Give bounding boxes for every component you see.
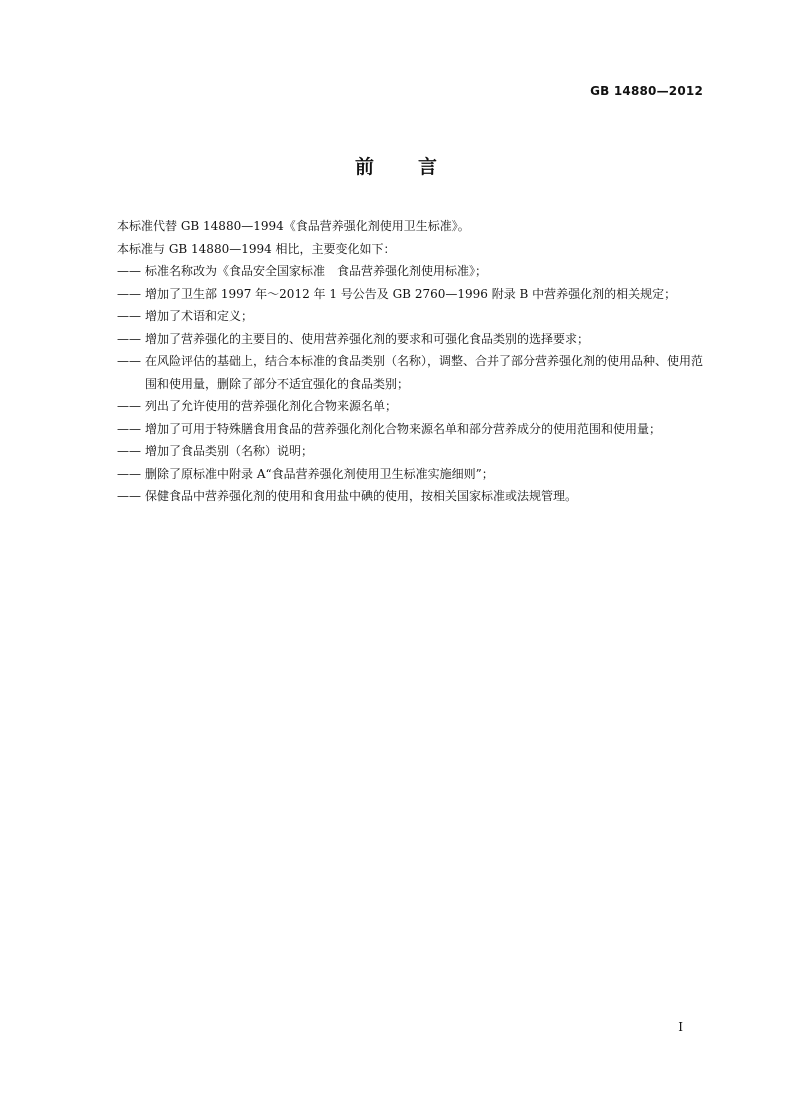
dash-marker: —— (117, 421, 141, 436)
dash-marker: —— (117, 354, 141, 368)
dash-marker: —— (117, 286, 141, 301)
page-title: 前言 (354, 156, 481, 178)
list-item (117, 463, 707, 486)
page-number: I (678, 1020, 683, 1034)
list-item (117, 305, 707, 328)
list-item (117, 260, 707, 283)
dash-marker: —— (117, 444, 141, 458)
list-item (117, 328, 707, 351)
dash-marker: —— (117, 399, 141, 413)
list-item-text: 增加了术语和定义； (145, 309, 254, 323)
list-item-text: 列出了允许使用的营养强化剂化合物来源名单； (145, 399, 398, 413)
dash-marker: —— (117, 331, 141, 346)
dash-marker: —— (117, 489, 141, 503)
list-item (117, 395, 707, 418)
standard-code: GB 14880—2012 (590, 84, 703, 98)
list-item-text: 在风险评估的基础上，结合本标准的食品类别（名称），调整、合并了部分营养强化剂的使用品种、使用范围和使用量，删除了部分不适宜强化的食品类别； (145, 354, 704, 391)
list-item (117, 418, 707, 441)
dash-marker: —— (117, 264, 141, 278)
list-item-text: 增加了可用于特殊膳食用食品的营养强化剂化合物来源名单和部分营养成分的使用范围和使用量； (145, 421, 662, 436)
paragraph-changes-intro: 本标准与 GB 14880—1994 相比，主要变化如下： (117, 241, 396, 256)
list-item (117, 350, 707, 395)
list-item-text: 保健食品中营养强化剂的使用和食用盐中碘的使用，按相关国家标准或法规管理。 (145, 489, 578, 503)
list-item-text: 标准名称改为《食品安全国家标准 食品营养强化剂使用标准》； (145, 264, 488, 278)
list-item-text: 增加了卫生部 1997 年～2012 年 1 号公告及 GB 2760—1996 附录 B 中营养强化剂的相关规定； (145, 286, 677, 301)
list-item-text: 增加了食品类别（名称）说明； (145, 444, 314, 458)
paragraph-replaces: 本标准代替 GB 14880—1994《食品营养强化剂使用卫生标准》。 (117, 219, 470, 233)
dash-marker: —— (117, 309, 141, 323)
list-item-text: 增加了营养强化的主要目的、使用营养强化剂的要求和可强化食品类别的选择要求； (145, 331, 590, 346)
list-item (117, 283, 707, 306)
list-item (117, 440, 707, 463)
list-item-text: 删除了原标准中附录 A“食品营养强化剂使用卫生标准实施细则”； (145, 466, 494, 481)
foreword-body (117, 215, 707, 508)
dash-marker: —— (117, 466, 141, 481)
list-item (117, 485, 707, 508)
